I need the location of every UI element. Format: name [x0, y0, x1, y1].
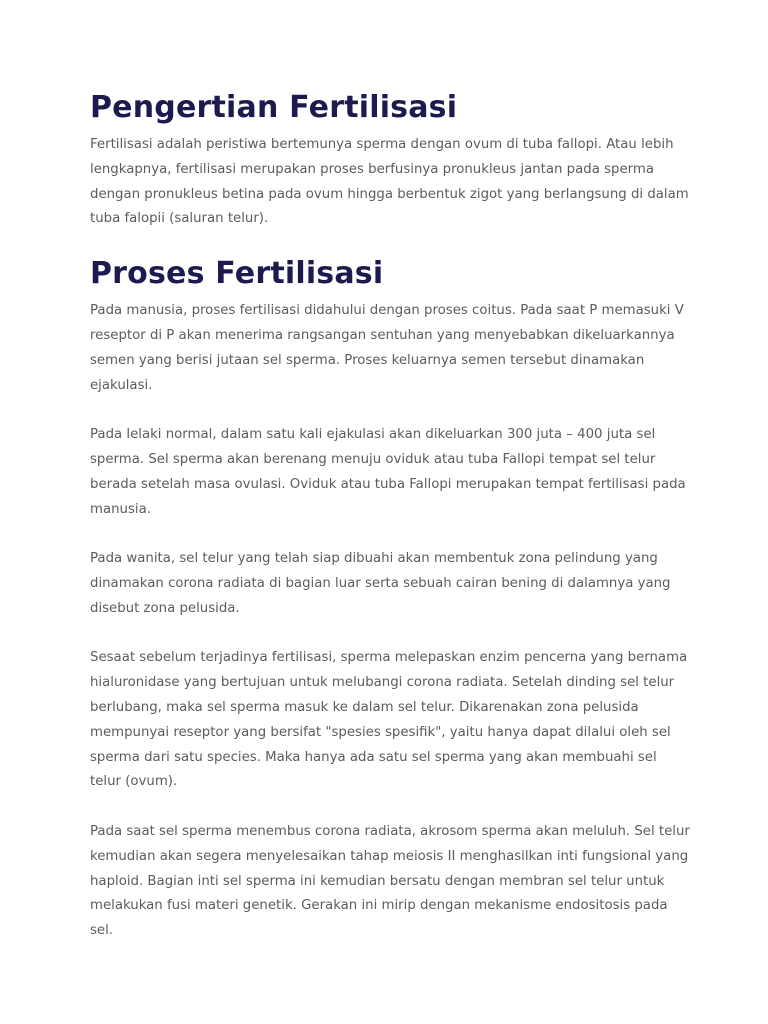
section-heading: Proses Fertilisasi	[90, 256, 384, 292]
section-proses	[90, 254, 690, 944]
paragraph: Pada wanita, sel telur yang telah siap dibuahi akan membentuk zona pelindung yang dinamakan corona radiata di bagian luar serta sebuah cairan bening di dalamnya yang disebut zona pelusida.	[90, 551, 671, 616]
section-heading: Pengertian Fertilisasi	[90, 90, 458, 125]
paragraph: Pada lelaki normal, dalam satu kali ejakulasi akan dikeluarkan 300 juta – 400 juta sel sperma. Sel sperma akan berenang menuju oviduk atau tuba Fallopi tempat sel telur berada setelah masa ovulasi. Oviduk atau tuba Fallopi merupakan tempat fertilisasi pada manusia.	[90, 427, 686, 517]
paragraph: Fertilisasi adalah peristiwa bertemunya sperma dengan ovum di tuba fallopi. Atau lebih lengkapnya, fertilisasi merupakan proses berfusinya pronukleus jantan pada sperma dengan pronukleus betina pada ovum hingga berbentuk zigot yang berlangsung di dalam tuba falopii (saluran telur).	[90, 137, 689, 227]
document-page	[90, 88, 690, 944]
section-pengertian	[90, 88, 690, 232]
paragraph: Pada manusia, proses fertilisasi didahului dengan proses coitus. Pada saat P memasuki V reseptor di P akan menerima rangsangan sentuhan yang menyebabkan dikeluarkannya semen yang berisi jutaan sel sperma. Proses keluarnya semen tersebut dinamakan ejakulasi.	[90, 303, 684, 393]
paragraph: Pada saat sel sperma menembus corona radiata, akrosom sperma akan meluluh. Sel telur kemudian akan segera menyelesaikan tahap meiosis II menghasilkan inti fungsional yang haploid. Bagian inti sel sperma ini kemudian bersatu dengan membran sel telur untuk melakukan fusi materi genetik. Gerakan ini mirip dengan mekanisme endositosis pada sel.	[90, 823, 690, 939]
paragraph: Sesaat sebelum terjadinya fertilisasi, sperma melepaskan enzim pencerna yang bernama hialuronidase yang bertujuan untuk melubangi corona radiata. Setelah dinding sel telur berlubang, maka sel sperma masuk ke dalam sel telur. Dikarenakan zona pelusida mempunyai reseptor yang bersifat "spesies spesifik", yaitu hanya dapat dilalui oleh sel sperma dari satu species. Maka hanya ada satu sel sperma yang akan membuahi sel telur (ovum).	[90, 650, 688, 790]
